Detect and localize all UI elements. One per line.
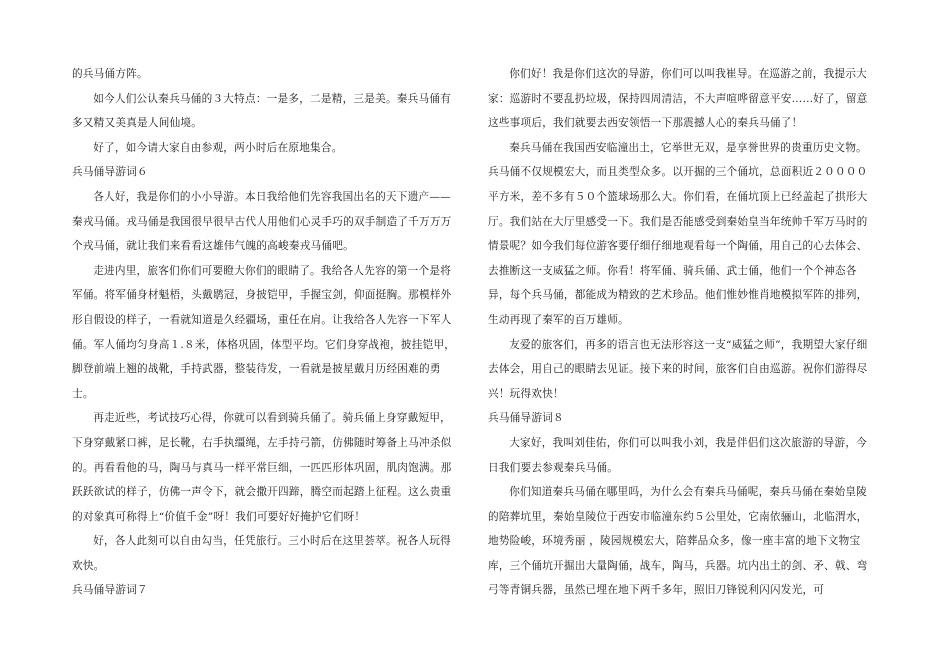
section-heading: 兵马俑导游词８: [488, 412, 564, 425]
paragraph: 走进内里，旅客们你们可要瞪大你们的眼睛了。我给各人先容的第一个是将军俑。将军俑身材魁梧，头戴鹖冠，身披铠甲，手握宝剑，仰面挺胸。那模样外形自假设的样子，一看就知道是久经疆场，重任在肩。让我给各人先容一下军人俑。军人俑均匀身高１.８米，体格巩固，体型平均。它们身穿战袍，披挂铠甲，脚登前端上翘的战靴，手持武器，整装待发，一看就是披星戴月历经困难的勇士。: [72, 264, 456, 400]
paragraph: 你们好！我是你们这次的导游，你们可以叫我崔导。在巡游之前，我提示大家：巡游时不要乱扔垃圾，保持四周清洁，不大声喧哗留意平安……好了，留意这些事项后，我们就要去西安领悟一下那震撼人心的秦兵马俑了！: [488, 68, 868, 130]
paragraph: 好了，如今请大家自由参观，两小时后在原地集合。: [93, 141, 343, 154]
section-heading: 兵马俑导游词６: [72, 166, 148, 179]
paragraph: 你们知道秦兵马俑在哪里吗，为什么会有秦兵马俑呢，秦兵马俑在秦始皇陵的陪葬坑里，秦始皇陵位于西安市临潼东约５公里处，它南依骊山，北临渭水，地势险峻，环境秀丽 ，陵园规模宏大，陪葬品众多，像一座丰富的地下文物宝库，三个俑坑开掘出大量陶俑，战车，陶马，兵器。坑内出土的剑、矛、戟、弯弓等青铜兵器，虽然已埋在地下两千多年，照旧刀锋锐利闪闪发光，可: [488, 486, 868, 597]
right-column: [488, 62, 876, 603]
paragraph: 各人好，我是你们的小小导游。本日我给他们先容我国出名的天下遗产——秦戎马俑。戎马俑是我国很早很早古代人用他们心灵手巧的双手制造了千万万万个戎马俑，就让我们来看看这雄伟气魄的高峻秦戎马俑吧。: [72, 190, 452, 253]
paragraph: 大家好，我叫刘佳佑，你们可以叫我小刘，我是伴侣们这次旅游的导游，今日我们要去参观秦兵马俑。: [488, 436, 868, 474]
paragraph: 秦兵马俑在我国西安临潼出土，它举世无双，是享誉世界的贵重历史文物。兵马俑不仅规模宏大，而且类型众多。以开掘的三个俑坑，总面积近２００００平方米，差不多有５０个篮球场那么大。你们看，在俑坑顶上已经盖起了拱形大厅。我们站在大厅里感受一下。我们是否能感受到秦始皇当年统帅千军万马时的情景呢？如今我们每位游客要仔细仔细地观看每一个陶俑，用自己的心去体会、去推断这一支威猛之师。你看！将军俑、骑兵俑、武士俑，他们一个个神态各异，每个兵马俑，都能成为精致的艺术珍品。他们惟妙惟肖地模拟军阵的排列，生动再现了秦军的百万雄师。: [488, 141, 868, 326]
paragraph: 好，各人此刻可以自由勾当，任凭旅行。三小时后在这里荟萃。祝各人玩得欢快。: [72, 535, 452, 572]
paragraph: 的兵马俑方阵。: [72, 68, 148, 80]
section-heading: 兵马俑导游词７: [72, 584, 148, 597]
left-column: [72, 62, 460, 603]
paragraph: 再走近些，考试技巧心得，你就可以看到骑兵俑了。骑兵俑上身穿戴短甲，下身穿戴紧口裤，足长靴，右手执缰绳，左手持弓箭，仿佛随时筹备上马冲杀似的。再看看他的马，陶马与真马一样平常巨细，一匹匹形体巩固，肌肉饱满。那跃跃欲试的样子，仿佛一声令下，就会撒开四蹄，腾空而起踏上征程。这么贵重的对象真可称得上“价值千金”呀！我们可要好好掩护它们呀！: [72, 412, 452, 523]
paragraph: 友爱的旅客们，再多的语言也无法形容这一支“威猛之师”，我期望大家仔细去体会，用自己的眼睛去见证。接下来的时间，旅客们自由巡游。祝你们游得尽兴！玩得欢快！: [488, 338, 868, 400]
paragraph: 如今人们公认秦兵马俑的３大特点：一是多，二是精，三是美。秦兵马俑有多又精又美真是人间仙境。: [72, 92, 452, 130]
